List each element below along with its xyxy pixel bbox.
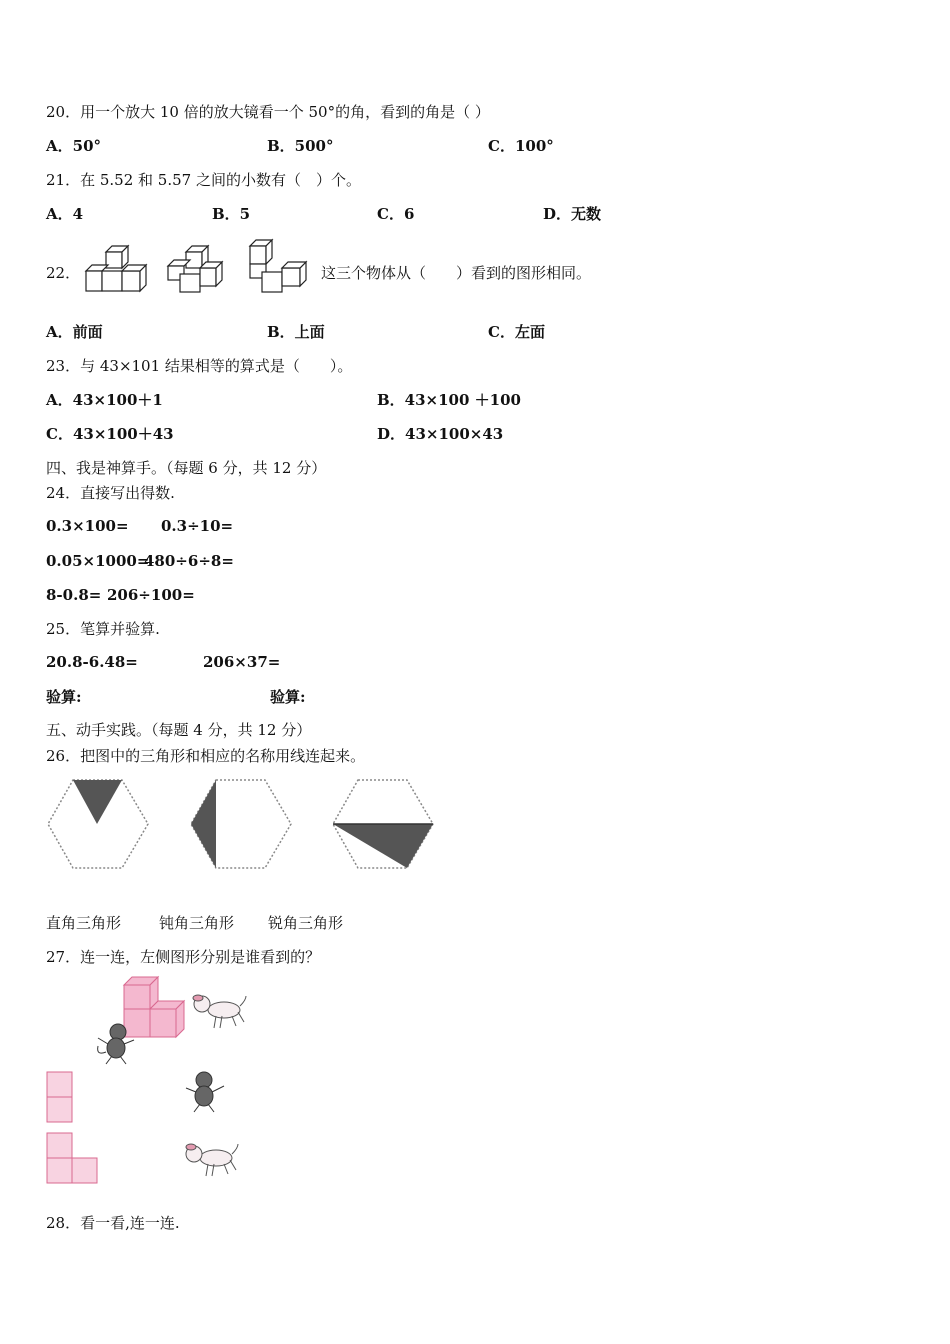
q20-option-c[interactable]: C．100° (488, 137, 554, 155)
section-5-heading: 五、动手实践。（每题 4 分，共 12 分） (46, 721, 312, 739)
cube-figure-2 (168, 246, 222, 292)
q21-option-c[interactable]: C．6 (377, 205, 415, 223)
q21-option-d[interactable]: D．无数 (543, 205, 602, 223)
q26-stem: 26．把图中的三角形和相应的名称用线连起来。 (46, 747, 366, 765)
hexagon-triangles (46, 778, 436, 870)
q22-option-b[interactable]: B．上面 (267, 323, 325, 341)
hexagon-2 (191, 780, 291, 868)
q25-stem: 25．笔算并验算. (46, 620, 160, 638)
q23-option-d[interactable]: D．43×100×43 (377, 425, 504, 443)
q23-stem: 23．与 43×101 结果相等的算式是（ ）。 (46, 357, 353, 375)
q22-option-c[interactable]: C．左面 (488, 323, 545, 341)
q23-option-c[interactable]: C．43×100＋43 (46, 425, 174, 443)
section-4-heading: 四、我是神算手。（每题 6 分，共 12 分） (46, 459, 327, 477)
cube-figure-1 (86, 246, 146, 291)
q25-check-label: 验算: (270, 688, 306, 706)
cube-figures (84, 238, 320, 298)
q20-stem: 20．用一个放大 10 倍的放大镜看一个 50°的角，看到的角是（ ） (46, 103, 490, 121)
dog-icon[interactable] (182, 1140, 240, 1180)
q24-item: 8-0.8= (46, 586, 102, 604)
dog-icon (190, 992, 248, 1032)
q25-item: 206×37= (203, 653, 281, 671)
q20-option-a[interactable]: A．50° (46, 137, 102, 155)
q23-option-b[interactable]: B．43×100 ＋100 (377, 391, 521, 409)
q24-stem: 24．直接写出得数. (46, 484, 175, 502)
q25-check-label: 验算: (46, 688, 82, 706)
q24-item: 480÷6÷8= (144, 552, 234, 570)
q22-stem: 这三个物体从（ ）看到的图形相同。 (321, 264, 592, 282)
q24-item: 0.3×100= (46, 517, 129, 535)
q24-item: 0.3÷10= (161, 517, 234, 535)
hexagon-3 (333, 780, 433, 868)
cube-figure-3 (250, 240, 306, 292)
q21-stem: 21．在 5.52 和 5.57 之间的小数有（ ）个。 (46, 171, 361, 189)
q23-option-a[interactable]: A．43×100＋1 (46, 391, 163, 409)
monkey-icon[interactable] (182, 1070, 228, 1114)
hexagon-1 (48, 780, 148, 868)
q26-name[interactable]: 直角三角形 (46, 914, 122, 932)
monkey-icon (92, 1022, 138, 1066)
q21-option-a[interactable]: A．4 (46, 205, 84, 223)
q20-option-b[interactable]: B．500° (267, 137, 334, 155)
q22-option-a[interactable]: A．前面 (46, 323, 103, 341)
q28-stem: 28．看一看,连一连. (46, 1214, 180, 1232)
q26-name[interactable]: 钝角三角形 (159, 914, 235, 932)
q22-number: 22． (46, 264, 81, 282)
q24-item: 0.05×1000= (46, 552, 150, 570)
q24-item: 206÷100= (107, 586, 195, 604)
q25-item: 20.8-6.48= (46, 653, 138, 671)
q21-option-b[interactable]: B．5 (212, 205, 251, 223)
q26-name[interactable]: 锐角三角形 (268, 914, 344, 932)
view-figure-l-shape[interactable] (46, 1132, 100, 1184)
view-figure-column[interactable] (46, 1071, 74, 1125)
q27-stem: 27．连一连，左侧图形分别是谁看到的？ (46, 948, 321, 966)
